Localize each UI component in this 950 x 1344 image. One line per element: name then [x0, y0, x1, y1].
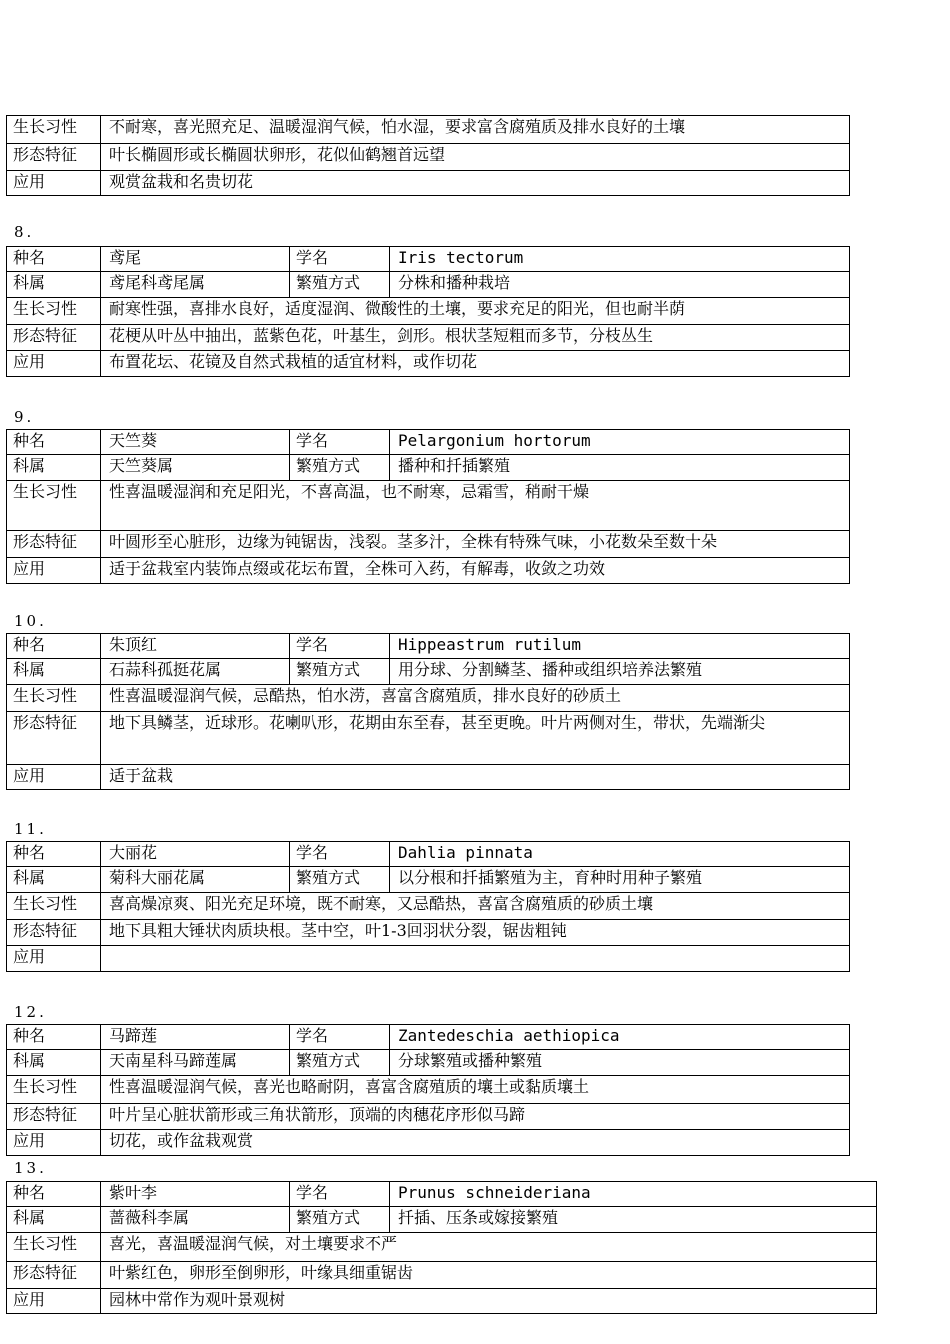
plant-table-12: [6, 1024, 850, 1156]
row-name: [7, 1182, 877, 1207]
entry-number: 12.: [14, 1003, 47, 1021]
row-morph: [7, 1262, 877, 1289]
row-use: [7, 765, 850, 790]
row-name: [7, 634, 850, 659]
prop-label: 繁殖方式: [290, 455, 390, 481]
row-family: [7, 1207, 877, 1233]
habit-value: 性喜温暖湿润和充足阳光，不喜高温，也不耐寒，忌霜雪，稍耐干燥: [101, 481, 850, 531]
habit-value: 喜光，喜温暖湿润气候，对土壤要求不严: [101, 1233, 877, 1262]
morph-value: 地下具鳞茎，近球形。花喇叭形，花期由东至春，甚至更晚。叶片两侧对生，带状，先端渐尖: [101, 712, 850, 765]
sci-value: Hippeastrum rutilum: [390, 634, 850, 659]
name-label: 种名: [7, 1182, 101, 1207]
habit-label: 生长习性: [7, 1233, 101, 1262]
sci-value: Pelargonium hortorum: [390, 430, 850, 455]
family-value: 天竺葵属: [101, 455, 290, 481]
row-use: [7, 351, 850, 377]
habit-value: 喜高燥凉爽、阳光充足环境，既不耐寒，又忌酷热，喜富含腐殖质的砂质土壤: [101, 893, 850, 920]
morph-value: 叶片呈心脏状箭形或三角状箭形，顶端的肉穗花序形似马蹄: [101, 1104, 850, 1130]
name-label: 种名: [7, 247, 101, 272]
plant-table-11: [6, 841, 850, 972]
morph-value: 地下具粗大锤状肉质块根。茎中空，叶1-3回羽状分裂，锯齿粗钝: [101, 920, 850, 946]
use-value: 布置花坛、花镜及自然式栽植的适宜材料，或作切花: [101, 351, 850, 377]
use-value: 园林中常作为观叶景观树: [101, 1289, 877, 1314]
row-name: [7, 842, 850, 867]
morph-label: 形态特征: [7, 1262, 101, 1289]
use-label: 应用: [7, 1289, 101, 1314]
use-label: 应用: [7, 351, 101, 377]
row-name: [7, 247, 850, 272]
sci-value: Iris tectorum: [390, 247, 850, 272]
morph-label: 形态特征: [7, 144, 101, 171]
family-value: 天南星科马蹄莲属: [101, 1050, 290, 1076]
use-value: 观赏盆栽和名贵切花: [101, 171, 850, 196]
family-label: 科属: [7, 272, 101, 298]
family-label: 科属: [7, 867, 101, 893]
use-label: 应用: [7, 558, 101, 584]
entry-number: 9.: [14, 408, 35, 426]
row-use: [7, 558, 850, 584]
sci-label: 学名: [290, 1025, 390, 1050]
family-label: 科属: [7, 1207, 101, 1233]
prop-label: 繁殖方式: [290, 867, 390, 893]
row-morph: [7, 712, 850, 765]
name-value: 鸢尾: [101, 247, 290, 272]
morph-label: 形态特征: [7, 325, 101, 351]
row-habit: [7, 481, 850, 531]
morph-label: 形态特征: [7, 920, 101, 946]
use-label: 应用: [7, 765, 101, 790]
row-use: [7, 946, 850, 972]
prop-value: 播种和扦插繁殖: [390, 455, 850, 481]
habit-label: 生长习性: [7, 685, 101, 712]
habit-label: 生长习性: [7, 481, 101, 531]
entry-number: 10.: [14, 612, 47, 630]
habit-value: 不耐寒，喜光照充足、温暖湿润气候，怕水湿，要求富含腐殖质及排水良好的土壤: [101, 116, 850, 144]
row-morph: [7, 144, 850, 171]
row-use: [7, 171, 850, 196]
family-label: 科属: [7, 1050, 101, 1076]
habit-value: 性喜温暖湿润气候，喜光也略耐阴，喜富含腐殖质的壤土或黏质壤土: [101, 1076, 850, 1104]
family-value: 菊科大丽花属: [101, 867, 290, 893]
name-value: 天竺葵: [101, 430, 290, 455]
plant-table-13: [6, 1181, 877, 1314]
sci-value: Prunus schneideriana: [390, 1182, 877, 1207]
morph-value: 叶紫红色，卵形至倒卵形，叶缘具细重锯齿: [101, 1262, 877, 1289]
row-family: [7, 455, 850, 481]
prop-label: 繁殖方式: [290, 272, 390, 298]
prop-label: 繁殖方式: [290, 1207, 390, 1233]
row-family: [7, 1050, 850, 1076]
row-name: [7, 430, 850, 455]
use-label: 应用: [7, 1130, 101, 1156]
name-label: 种名: [7, 634, 101, 659]
entry-number: 11.: [14, 820, 47, 838]
plant-table-9: [6, 429, 850, 584]
sci-label: 学名: [290, 430, 390, 455]
prop-value: 扦插、压条或嫁接繁殖: [390, 1207, 877, 1233]
row-family: [7, 659, 850, 685]
row-habit: [7, 893, 850, 920]
use-label: 应用: [7, 171, 101, 196]
use-value: 适于盆栽室内装饰点缀或花坛布置，全株可入药，有解毒，收敛之功效: [101, 558, 850, 584]
use-value: 适于盆栽: [101, 765, 850, 790]
row-use: [7, 1289, 877, 1314]
prop-label: 繁殖方式: [290, 1050, 390, 1076]
morph-value: 叶圆形至心脏形，边缘为钝锯齿，浅裂。茎多汁，全株有特殊气味，小花数朵至数十朵: [101, 531, 850, 558]
family-value: 鸢尾科鸢尾属: [101, 272, 290, 298]
habit-label: 生长习性: [7, 893, 101, 920]
use-label: 应用: [7, 946, 101, 972]
sci-label: 学名: [290, 634, 390, 659]
use-value: 切花，或作盆栽观赏: [101, 1130, 850, 1156]
sci-value: Dahlia pinnata: [390, 842, 850, 867]
name-value: 紫叶李: [101, 1182, 290, 1207]
row-habit: [7, 1076, 850, 1104]
row-family: [7, 272, 850, 298]
entry-number: 13.: [14, 1159, 47, 1177]
name-label: 种名: [7, 1025, 101, 1050]
morph-label: 形态特征: [7, 531, 101, 558]
row-habit: [7, 685, 850, 712]
entry-number: 8.: [14, 223, 35, 241]
partial-plant-table: [6, 115, 850, 196]
habit-label: 生长习性: [7, 1076, 101, 1104]
prop-label: 繁殖方式: [290, 659, 390, 685]
plant-table-8: [6, 246, 850, 377]
row-morph: [7, 325, 850, 351]
family-label: 科属: [7, 455, 101, 481]
family-value: 蔷薇科李属: [101, 1207, 290, 1233]
name-value: 马蹄莲: [101, 1025, 290, 1050]
family-label: 科属: [7, 659, 101, 685]
prop-value: 分株和播种栽培: [390, 272, 850, 298]
prop-value: 分球繁殖或播种繁殖: [390, 1050, 850, 1076]
name-value: 大丽花: [101, 842, 290, 867]
use-value: [101, 946, 850, 972]
morph-value: 花梗从叶丛中抽出，蓝紫色花，叶基生，剑形。根状茎短粗而多节，分枝丛生: [101, 325, 850, 351]
row-family: [7, 867, 850, 893]
sci-label: 学名: [290, 1182, 390, 1207]
plant-table-10: [6, 633, 850, 790]
prop-value: 以分根和扦插繁殖为主，育种时用种子繁殖: [390, 867, 850, 893]
name-label: 种名: [7, 842, 101, 867]
name-value: 朱顶红: [101, 634, 290, 659]
sci-label: 学名: [290, 842, 390, 867]
row-name: [7, 1025, 850, 1050]
row-morph: [7, 531, 850, 558]
habit-label: 生长习性: [7, 116, 101, 144]
row-use: [7, 1130, 850, 1156]
row-habit: [7, 1233, 877, 1262]
morph-value: 叶长椭圆形或长椭圆状卵形，花似仙鹤翘首远望: [101, 144, 850, 171]
row-habit: [7, 298, 850, 325]
habit-value: 性喜温暖湿润气候，忌酷热，怕水涝，喜富含腐殖质，排水良好的砂质土: [101, 685, 850, 712]
row-morph: [7, 920, 850, 946]
family-value: 石蒜科孤挺花属: [101, 659, 290, 685]
habit-label: 生长习性: [7, 298, 101, 325]
prop-value: 用分球、分割鳞茎、播种或组织培养法繁殖: [390, 659, 850, 685]
sci-value: Zantedeschia aethiopica: [390, 1025, 850, 1050]
habit-value: 耐寒性强，喜排水良好，适度湿润、微酸性的土壤，要求充足的阳光，但也耐半荫: [101, 298, 850, 325]
morph-label: 形态特征: [7, 1104, 101, 1130]
row-morph: [7, 1104, 850, 1130]
name-label: 种名: [7, 430, 101, 455]
row-habit: [7, 116, 850, 144]
morph-label: 形态特征: [7, 712, 101, 765]
sci-label: 学名: [290, 247, 390, 272]
